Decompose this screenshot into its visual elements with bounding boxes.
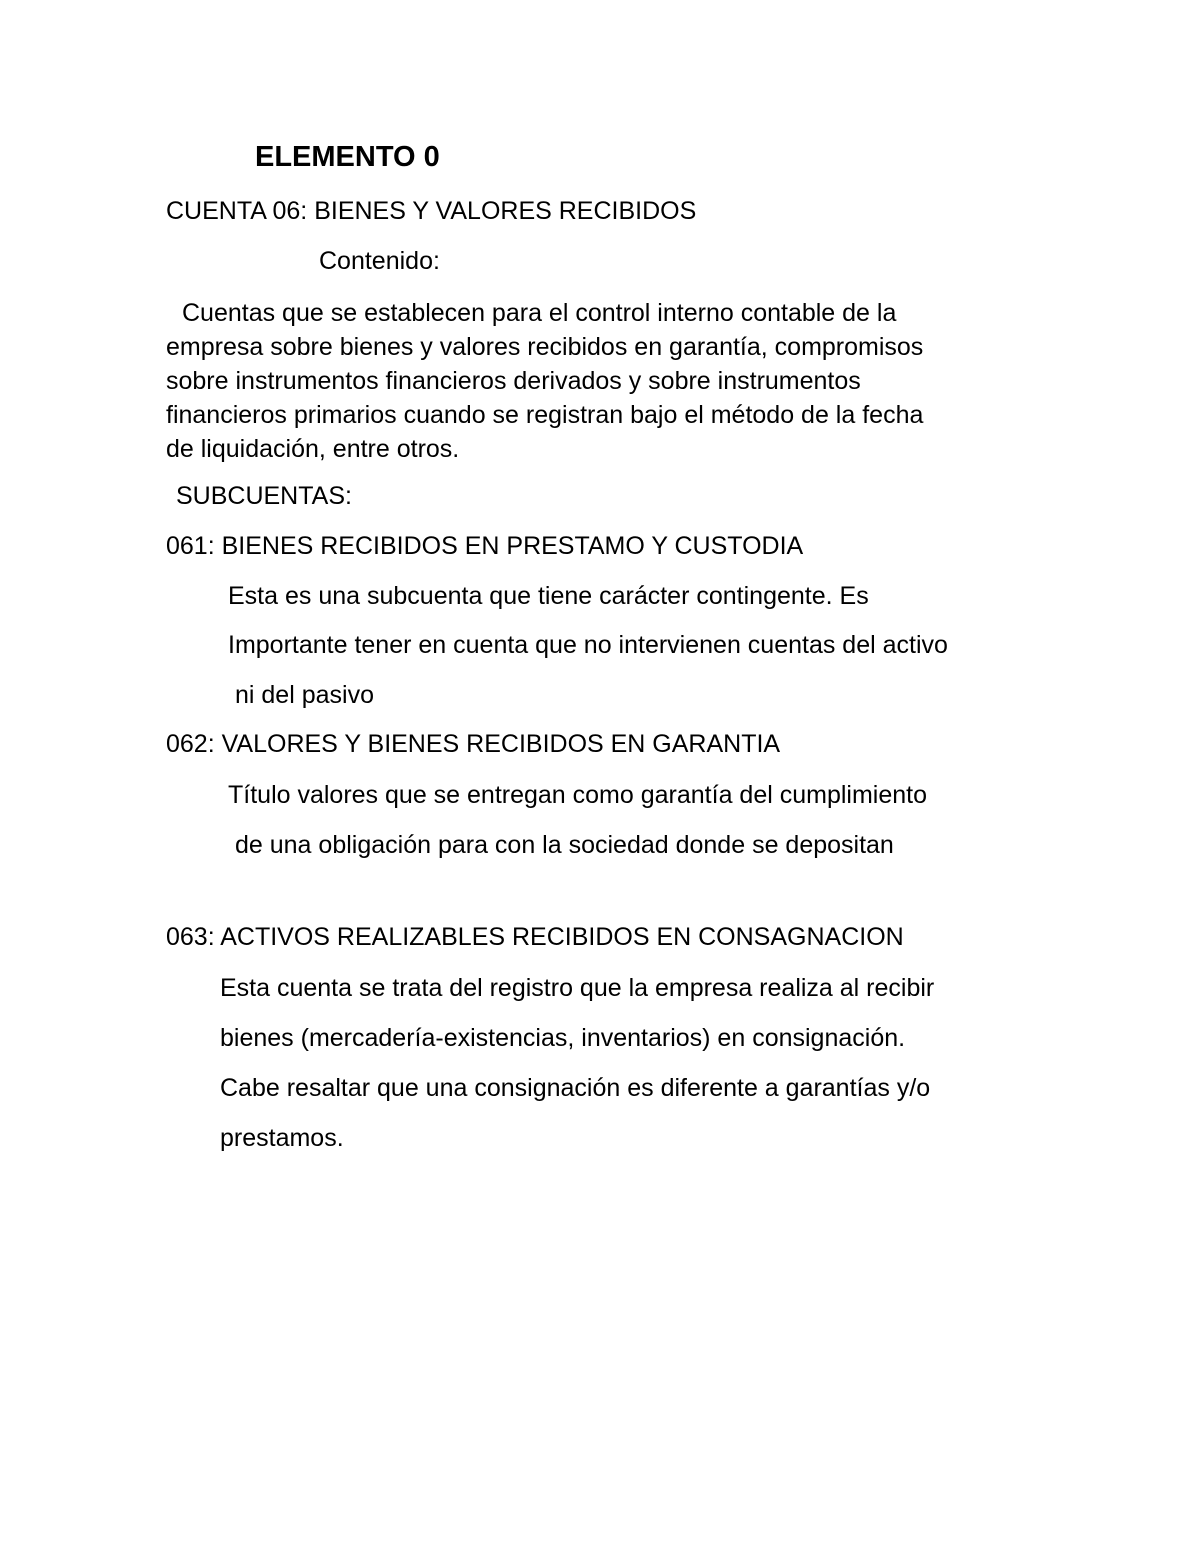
subaccounts-label: SUBCUENTAS: bbox=[176, 482, 352, 510]
subaccount-description-line: Esta cuenta se trata del registro que la empresa realiza al recibir bbox=[220, 974, 935, 1002]
subaccount-description-line: Título valores que se entregan como garantía del cumplimiento bbox=[228, 781, 927, 809]
subaccount-description-line: de una obligación para con la sociedad donde se depositan bbox=[235, 831, 894, 859]
content-line: Cuentas que se establecen para el control interno contable de la bbox=[182, 299, 897, 327]
subaccount-description-line: Importante tener en cuenta que no intervienen cuentas del activo bbox=[228, 631, 948, 659]
subaccount-description-line: Cabe resaltar que una consignación es diferente a garantías y/o bbox=[220, 1074, 931, 1102]
subaccount-description-line: prestamos. bbox=[220, 1124, 344, 1152]
subaccount-description-line: bienes (mercadería-existencias, inventarios) en consignación. bbox=[220, 1024, 906, 1052]
subaccount-description-line: Esta es una subcuenta que tiene carácter contingente. Es bbox=[228, 582, 869, 610]
document-title: ELEMENTO 0 bbox=[255, 141, 440, 173]
content-line: de liquidación, entre otros. bbox=[166, 435, 460, 463]
content-paragraph bbox=[166, 296, 923, 466]
subaccount-description-line: ni del pasivo bbox=[235, 681, 374, 709]
content-line: financieros primarios cuando se registran bajo el método de la fecha bbox=[166, 401, 924, 429]
subaccount-heading-061: 061: BIENES RECIBIDOS EN PRESTAMO Y CUSTODIA bbox=[166, 532, 804, 560]
content-label: Contenido: bbox=[319, 247, 440, 275]
subaccount-heading-063: 063: ACTIVOS REALIZABLES RECIBIDOS EN CONSAGNACION bbox=[166, 923, 904, 951]
account-heading: CUENTA 06: BIENES Y VALORES RECIBIDOS bbox=[166, 197, 697, 225]
content-line: sobre instrumentos financieros derivados y sobre instrumentos bbox=[166, 367, 861, 395]
subaccount-heading-062: 062: VALORES Y BIENES RECIBIDOS EN GARANTIA bbox=[166, 730, 781, 758]
content-line: empresa sobre bienes y valores recibidos en garantía, compromisos bbox=[166, 333, 924, 361]
